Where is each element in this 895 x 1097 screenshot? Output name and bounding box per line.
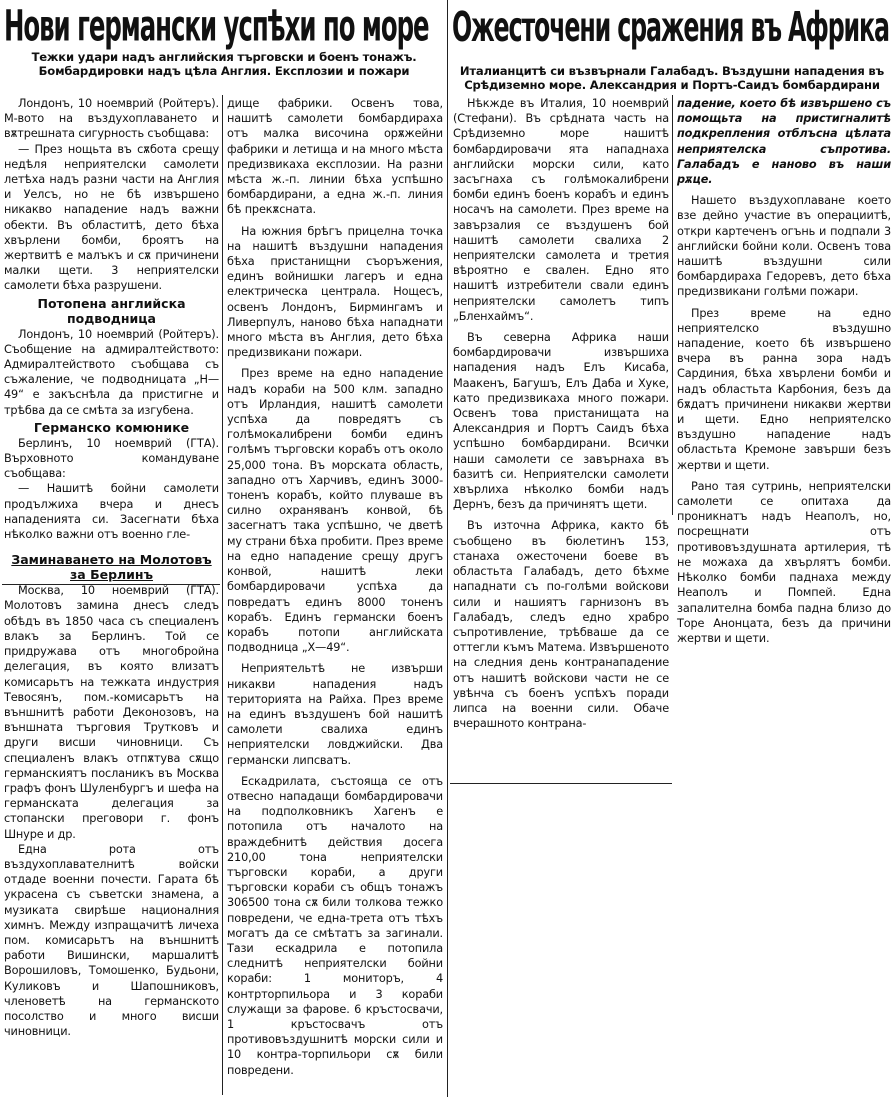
article-paragraph: Берлинъ, 10 ноемврий (ГТА). Върховното командуване съобщава:	[4, 436, 219, 481]
right-headline: Ожесточени сражения въ Африка	[452, 2, 889, 51]
article-paragraph: През време на едно нападение надъ кораби на 500 клм. западно отъ Ирландия, нашитѣ самолети успѣха да повредятъ съ голѣмокалибрени бомби единъ голѣмъ търговски корабъ отъ около 25,000 тона. Въ морската область, западно отъ Харчивъ, единъ 3000-тоненъ корабъ, който плуваше въ силно охраняванъ конвой, бѣ засегнатъ така успѣшно, че дветѣ му страни бѣха пробити. През време на едно нападение срещу другъ конвой, нашитѣ леки бомбардировачи успѣха да повредатъ единъ 8000 тоненъ корабъ. Единъ германски боенъ корабъ потопи английската подводница „Х—49“.	[227, 367, 444, 655]
article-paragraph: Москва, 10 ноемврий (ГТА). Молотовъ замина днесъ следъ обѣдъ въ 1850 часа съ специаленъ влакъ за Берлинъ. Той се придружава отъ многобройна делегация, въ която влизатъ комисарьтъ на тежката индустрия Тевосянъ, пом.-комисарьтъ на външнитѣ работи Деконозовъ, на външната търговия Трутковъ и други висши чиновници. Съ специаленъ влакъ отпѫтува сѫщо германскиятъ посланикъ въ Москва графъ фонъ Шуленбургъ и шефа на германската делегация за стопански преговори г. фонъ Шнуре и др.	[4, 584, 219, 841]
column-rule-1	[222, 95, 223, 1095]
subheading: Потопена английска подводница	[37, 295, 186, 326]
article-paragraph: Лондонъ, 10 ноемврий (Ройтеръ). М-вото на въздухоплаването и вѫтрешната сигурность съобщава:	[4, 97, 219, 141]
article-paragraph: — Нашитѣ бойни самолети продължиха вчера и днесъ нападенията си. Засегнати бѣха нѣколко важни отъ военно гле-	[4, 482, 219, 542]
article-paragraph: Нѣкжде въ Италия, 10 ноемврий (Стефани). Въ срѣдната часть на Срѣдиземно море нашитѣ бомбардировачи ята нападнаха английски морски сили, като засъгнаха съ голѣмокалибрени бомби единъ боенъ корабъ и единъ носачъ на самолети. През време на завързалия се въздушенъ бой нашитѣ самолети свалиха 2 неприятелски самолета и третия вѣроятно е свален. Едно ято нашитѣ изтребители свали единъ неприятелски самолетъ типъ „Бленхаймъ“.	[453, 97, 669, 323]
column-1	[4, 96, 219, 1094]
column-4	[677, 96, 891, 645]
column-2	[227, 96, 443, 1094]
article-paragraph: Нашето въздухоплаване което взе дейно участие въ операциитѣ, откри картеченъ огънь и подпали 3 английски бойни коли. Освенъ това нашитѣ въздушни сили бомбардираха Гедоревъ, дето бѣха предизвикани голѣми пожари.	[677, 194, 891, 299]
page-divider	[447, 0, 448, 1097]
column-rule-3	[672, 95, 673, 515]
article-paragraph: Въ северна Африка наши бомбардировачи извършиха нападения надъ Елъ Кисаба, Маакенъ, Багушъ, Елъ Даба и Хуке, като предизвикаха много пожари. Освенъ това пристанищата на Александрия и Портъ Саидъ бѣха успѣшно бомбардирани. Всички наши самолети се завърнаха въ базитѣ си. Неприятелски самолети хвърлиха нѣколко бомби надъ Дернъ, безъ да причинятъ щети.	[453, 331, 669, 512]
left-deck: Тежки удари надъ английския търговски и боенъ тонажъ. Бомбардировки надъ цѣла Англия. Експлозии и пожари	[31, 50, 417, 78]
article-paragraph: — През нощьта въ сѫбота срещу недѣля неприятелски самолети летѣха надъ разни части на Англия и Уелсъ, но не бѣ извършено никакво нападение надъ важни обекти. Въ областитѣ, дето бѣха хвърлени бомби, броятъ на жертвитѣ е малъкъ и сѫ причинени малки щети. 3 неприятелски самолети бѣха разрушени.	[4, 142, 219, 293]
right-bottom-rule	[450, 783, 672, 784]
column-3	[453, 96, 669, 781]
article-paragraph: дище фабрики. Освенъ това, нашитѣ самолети бомбардираха отъ малка височина орѫжейни фабрики и летища и на много мѣста предизвикаха експлозии. На разни мѣста ж.-п. линии бѣха успѣшно бомбардирани, а една ж.-п. линия бѣ прекѫсната.	[227, 97, 443, 217]
article-paragraph: Въ източна Африка, както бѣ съобщено въ бюлетинъ 153, станаха ожесточени боеве въ областьта Галабадъ, дето бѣхме нападнати съ по-голѣми войскови сили и нашиятъ гарнизонъ въ Галабадъ, следъ едно храбро съпротивление, трѣбваше да се оттегли къмъ Матема. Извършеното на следния день контранападение отъ нашитѣ войскови части не се увѣнча съ боенъ успѣхъ поради липса на военни сили. Обаче вчерашното контрана-	[453, 519, 669, 731]
article-paragraph: падение, което бѣ извършено съ помощьта на пристигналитѣ подкрепления отблъсна цѣлата неприятелска съпротива. Галабадъ е наново въ наши рѫце.	[677, 97, 891, 187]
article-paragraph: Рано тая сутринь, неприятелски самолети се опитаха да проникнатъ надъ Неаполъ, но, посрещнати отъ противовъздушната артилерия, тѣ не можаха да хвърлятъ бомби. Нѣколко бомби паднаха между Неаполъ и Помпей. Една запалителна бомба падна близо до Торе Анонцата, безъ да причини жертви и щети.	[677, 479, 891, 645]
right-deck: Италианцитѣ си възвърнали Галабадъ. Въздушни нападения въ Срѣдиземно море. Александрия и Портъ-Саидъ бомбардирани	[459, 64, 885, 92]
article-paragraph: Лондонъ, 10 ноемврий (Ройтеръ). Съобщение на адмиралтейството: Адмиралтейството съобщава съ съжаление, че подводницата „Н—49“ е закъснѣла да пристигне и трѣбва да се смѣта за изгубена.	[4, 327, 219, 417]
left-headline: Нови германски успѣхи по море	[4, 0, 429, 51]
subheading: Заминаването на Молотовъ за Берлинъ	[11, 552, 212, 583]
article-paragraph: Ескадрилата, състояща се отъ отвесно нападащи бомбардировачи на подполковникъ Хагенъ е потопила отъ началото на враждебнитѣ действия досега 210,00 тона неприятелски търговски кораби, а други търговски кораби съ общъ тонажъ 306500 тона сѫ били толкова тежко повредени, че една-трета отъ тѣхъ могатъ да се смѣтатъ за загинали. Тази ескадрила е потопила следнитѣ неприятелски бойни кораби: 1 мониторъ, 4 контрторпильора и 3 кораби служащи за фарове. 6 кръстосвачи, 1 кръстосвачъ отъ противовъздушнитѣ морски сили и 10 контра-торпильори сѫ били повредени.	[227, 774, 443, 1077]
article-paragraph: Една рота отъ въздухоплавателнитѣ войски отдаде военни почести. Гарата бѣ украсена съ съветски знамена, а музиката свирѣше националния химнъ. Между изпращачитѣ личеха пом. комисарьтъ на външнитѣ работи Вишински, маршалитѣ Ворошиловъ, Томошенко, Будьони, Куликовъ и Шапошниковъ, членоветѣ на германското посолство и много висши чиновници.	[4, 842, 219, 1039]
article-paragraph: Неприятельтѣ не извърши никакви нападения надъ територията на Райха. През време на единъ въздушенъ бой нашитѣ самолети свалиха единъ неприятелски ловджийски. Два германски липсватъ.	[227, 662, 443, 767]
article-paragraph: На южния брѣгъ прицелна точка на нашитѣ въздушни нападения бѣха пристанищни съоръжения, единъ войнишки лагеръ и една електрическа централа. Нощесъ, освенъ Лондонъ, Бирмингамъ и Ливерпулъ, наново бѣха нападнати много мѣста въ Англия, дето бѣха предизвикани пожари.	[227, 224, 443, 360]
subheading: Германско комюнике	[33, 419, 190, 435]
article-paragraph: През време на едно неприятелско въздушно нападение, което бѣ извършено вчера въ ранна зора надъ Сардиния, бѣха хвърлени бомби и надъ областьта Карбония, безъ да бѫдатъ причинени никакви жертви и щети. Едно неприятелско въздушно нападение надъ областьта Кремоне завърши безъ жертви и щети.	[677, 306, 891, 472]
